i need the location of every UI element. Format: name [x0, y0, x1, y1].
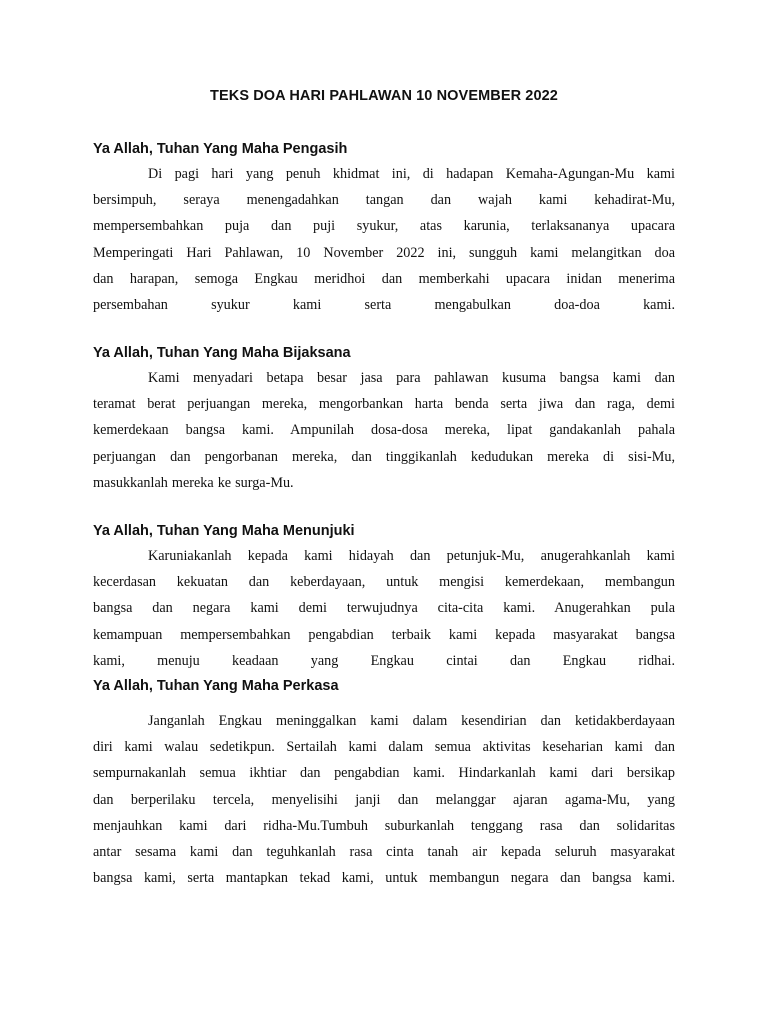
section-paragraph — [93, 365, 675, 496]
section-paragraph — [93, 161, 675, 318]
paragraph-line: bangsa dan negara kami demi terwujudnya cita-cita kami. Anugerahkan pula — [93, 600, 675, 617]
section-pengasih — [93, 137, 675, 318]
document-title: TEKS DOA HARI PAHLAWAN 10 NOVEMBER 2022 — [210, 88, 558, 104]
paragraph-line: kecerdasan kekuatan dan keberdayaan, untuk mengisi kemerdekaan, membangun — [93, 574, 675, 591]
paragraph-line: dan berperilaku tercela, menyelisihi janji dan melanggar ajaran agama-Mu, yang — [93, 791, 675, 808]
section-paragraph — [93, 543, 675, 674]
section-heading: Ya Allah, Tuhan Yang Maha Perkasa — [93, 678, 339, 694]
section-heading: Ya Allah, Tuhan Yang Maha Menunjuki — [93, 523, 355, 539]
paragraph-line: dan harapan, semoga Engkau meridhoi dan memberkahi upacara inidan menerima — [93, 270, 675, 287]
paragraph-line: antar sesama kami dan teguhkanlah rasa cinta tanah air kepada seluruh masyarakat — [93, 843, 675, 860]
paragraph-line: Di pagi hari yang penuh khidmat ini, di hadapan Kemaha-Agungan-Mu kami — [148, 166, 675, 182]
section-paragraph — [93, 708, 675, 891]
paragraph-line: menjauhkan kami dari ridha-Mu.Tumbuh suburkanlah tenggang rasa dan solidaritas — [93, 817, 675, 834]
paragraph-line: kemerdekaan bangsa kami. Ampunilah dosa-dosa mereka, lipat gandakanlah pahala — [93, 422, 675, 439]
paragraph-line: persembahan syukur kami serta mengabulkan doa-doa kami. — [93, 296, 675, 313]
paragraph-line: Memperingati Hari Pahlawan, 10 November 2022 ini, sungguh kami melangitkan doa — [93, 244, 675, 261]
paragraph-line: Karuniakanlah kepada kami hidayah dan petunjuk-Mu, anugerahkanlah kami — [148, 548, 675, 564]
paragraph-line: kemampuan mempersembahkan pengabdian terbaik kami kepada masyarakat bangsa — [93, 626, 675, 643]
section-menunjuki — [93, 519, 675, 674]
paragraph-line: bersimpuh, seraya menengadahkan tangan dan wajah kami kehadirat-Mu, — [93, 192, 675, 209]
paragraph-line: teramat berat perjuangan mereka, mengorbankan harta benda serta jiwa dan raga, demi — [93, 396, 675, 413]
paragraph-line: masukkanlah mereka ke surga-Mu. — [93, 474, 294, 491]
paragraph-line: Kami menyadari betapa besar jasa para pahlawan kusuma bangsa kami dan — [148, 370, 675, 386]
section-bijaksana — [93, 341, 675, 496]
paragraph-line: Janganlah Engkau meninggalkan kami dalam kesendirian dan ketidakberdayaan — [148, 713, 675, 729]
paragraph-line: perjuangan dan pengorbanan mereka, dan tinggikanlah kedudukan mereka di sisi-Mu, — [93, 448, 675, 465]
section-heading: Ya Allah, Tuhan Yang Maha Pengasih — [93, 141, 348, 157]
section-heading: Ya Allah, Tuhan Yang Maha Bijaksana — [93, 345, 351, 361]
paragraph-line: mempersembahkan puja dan puji syukur, atas karunia, terlaksananya upacara — [93, 218, 675, 235]
paragraph-line: bangsa kami, serta mantapkan tekad kami, untuk membangun negara dan bangsa kami. — [93, 870, 675, 887]
paragraph-line: kami, menuju keadaan yang Engkau cintai dan Engkau ridhai. — [93, 652, 675, 669]
paragraph-line: sempurnakanlah semua ikhtiar dan pengabdian kami. Hindarkanlah kami dari bersikap — [93, 765, 675, 782]
paragraph-line: diri kami walau sedetikpun. Sertailah kami dalam semua aktivitas keseharian kami dan — [93, 739, 675, 756]
section-perkasa — [93, 674, 675, 891]
